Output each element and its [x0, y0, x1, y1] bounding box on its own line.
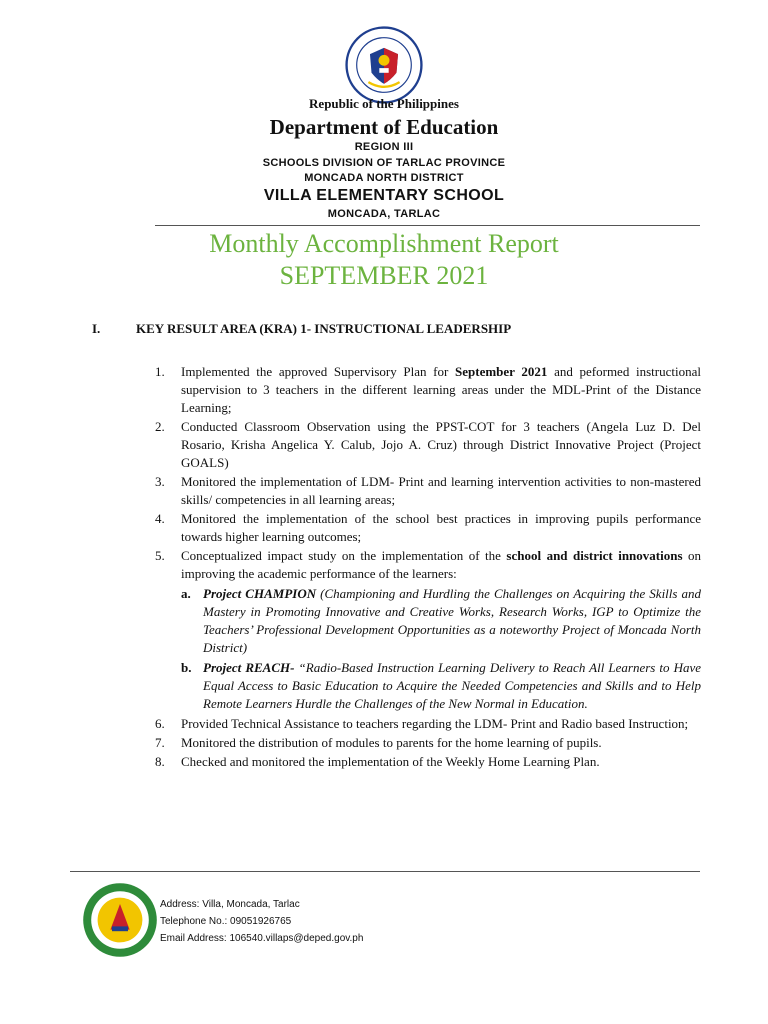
- list-item: [155, 547, 701, 583]
- item-emphasis: September 2021: [455, 364, 548, 379]
- republic-heading: Republic of the Philippines: [309, 96, 459, 111]
- item-text: Conducted Classroom Observation using the PPST-COT for 3 teachers (Angela Luz D. Del Rosario, Krisha Angelica Y. Calub, Jojo A. Cruz) through District Innovative Project (Project GOALS): [181, 419, 701, 470]
- item-text: Monitored the implementation of the school best practices in improving pupils performance towards higher learning outcomes;: [181, 511, 701, 544]
- sub-list-item: [155, 585, 701, 657]
- project-description: (Championing and Hurdling the Challenges on Acquiring the Skills and Mastery in Promoting Innovative and Creative Works, Research Works, IGP to Optimize the Teachers’ Professional Development Opportunities as a noteworthy Project of Moncada North District): [203, 586, 702, 655]
- item-text: Provided Technical Assistance to teachers regarding the LDM- Print and Radio based Instruction;: [181, 716, 689, 731]
- list-item: [155, 734, 701, 752]
- division-line: SCHOOLS DIVISION OF TARLAC PROVINCE: [262, 157, 506, 169]
- project-name: Project CHAMPION: [203, 586, 317, 601]
- item-text: Checked and monitored the implementation of the Weekly Home Learning Plan.: [181, 754, 600, 769]
- sub-item-letter: b.: [181, 660, 192, 675]
- item-number: 1.: [155, 364, 165, 379]
- item-number: 7.: [155, 735, 165, 750]
- project-name: Project REACH-: [203, 660, 295, 675]
- report-month: SEPTEMBER 2021: [279, 261, 489, 290]
- accomplishment-list: [155, 363, 701, 772]
- item-number: 5.: [155, 548, 165, 563]
- item-number: 8.: [155, 754, 165, 769]
- footer-email: Email Address: 106540.villaps@deped.gov.ph: [160, 933, 364, 944]
- list-item: [155, 418, 701, 472]
- list-item: [155, 363, 701, 417]
- list-item: [155, 473, 701, 509]
- town-line: MONCADA, TARLAC: [327, 208, 441, 220]
- item-number: 2.: [155, 419, 165, 434]
- report-title: Monthly Accomplishment Report: [209, 229, 559, 258]
- item-text: Monitored the implementation of LDM- Print and learning intervention activities to non-mastered skills/ competencies in all learning areas;: [181, 474, 701, 507]
- project-description: “Radio-Based Instruction Learning Delivery to Reach All Learners to Have Equal Access to Basic Education to Acquire the Needed Competencies and Skills and to Help Remote Learners Hurdle the Challenges of the New Normal in Education.: [203, 660, 702, 711]
- item-text: Monitored the distribution of modules to parents for the home learning of pupils.: [181, 735, 602, 750]
- section-title: KEY RESULT AREA (KRA) 1- INSTRUCTIONAL LEADERSHIP: [136, 321, 512, 336]
- school-name: VILLA ELEMENTARY SCHOOL: [263, 187, 505, 204]
- list-item: [155, 510, 701, 546]
- item-text: Conceptualized impact study on the implementation of the: [181, 548, 507, 563]
- district-line: MONCADA NORTH DISTRICT: [304, 172, 464, 184]
- department-heading: Department of Education: [269, 115, 499, 139]
- deped-seal-logo: [345, 26, 423, 104]
- list-item: [155, 715, 701, 733]
- footer-address: Address: Villa, Moncada, Tarlac: [160, 899, 300, 910]
- section-number: I.: [92, 321, 101, 336]
- item-text: Implemented the approved Supervisory Plan for: [181, 364, 456, 379]
- footer-divider: [70, 871, 700, 872]
- sub-item-letter: a.: [181, 586, 191, 601]
- item-text: and peformed instructional supervision to 3 teachers in the different learning areas under the MDL-Print of the Distance Learning;: [181, 364, 701, 415]
- item-emphasis: school and district innovations: [506, 548, 683, 563]
- item-number: 4.: [155, 511, 165, 526]
- item-number: 3.: [155, 474, 165, 489]
- item-text: on improving the academic performance of the learners:: [181, 548, 701, 581]
- list-item: [155, 753, 701, 771]
- sub-list-item: [155, 659, 701, 713]
- item-number: 6.: [155, 716, 165, 731]
- footer-telephone: Telephone No.: 09051926765: [160, 916, 292, 927]
- school-logo: [80, 880, 160, 960]
- header-divider: [155, 225, 700, 226]
- region-line: REGION III: [354, 141, 414, 153]
